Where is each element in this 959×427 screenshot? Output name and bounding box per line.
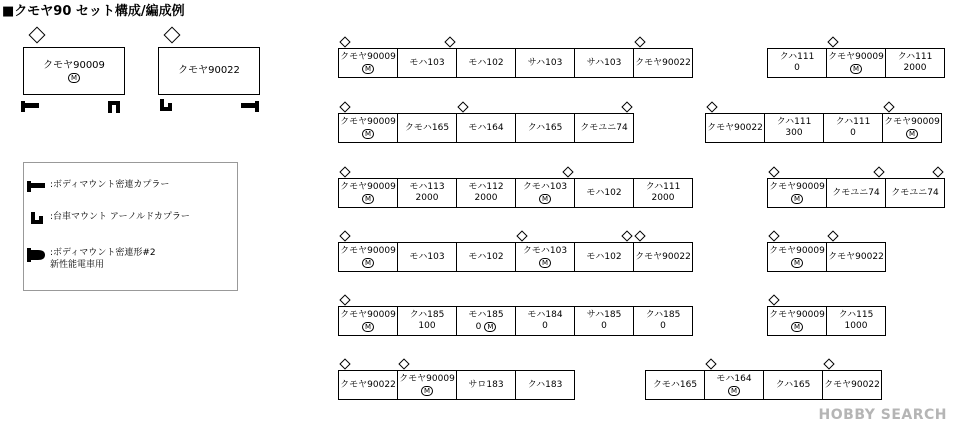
diamond-marker-icon	[516, 230, 527, 241]
train-car	[397, 113, 457, 143]
car-name: クモヤ90009	[769, 181, 825, 192]
diamond-marker-icon	[339, 358, 350, 369]
diamond-marker-icon	[932, 166, 943, 177]
car-name: モハ113	[409, 182, 445, 192]
car-subline	[418, 321, 435, 332]
motor-badge: M	[362, 64, 374, 74]
car-name: クモヤ90022	[828, 251, 884, 262]
car-number: 2000	[903, 63, 927, 73]
formation-6	[338, 370, 575, 400]
car-subline	[542, 321, 548, 332]
truck-mount-coupler-icon	[106, 98, 122, 114]
train-car	[456, 113, 516, 143]
train-car	[633, 306, 693, 336]
car-name: サハ103	[527, 57, 563, 68]
car-name: クモヤ90009	[769, 309, 825, 320]
car-subline	[794, 63, 800, 74]
formation-1	[338, 48, 693, 78]
car-subline	[660, 321, 666, 332]
car-name: クハ165	[527, 122, 563, 133]
motor-badge: M	[362, 129, 374, 139]
car-name: モハ102	[468, 57, 504, 68]
car-number: 0	[794, 63, 800, 73]
motor-badge: M	[539, 258, 551, 268]
legend-sublabel: 新性能電車用	[50, 260, 105, 270]
train-car	[574, 306, 634, 336]
diamond-marker-icon	[339, 230, 350, 241]
train-car	[763, 370, 823, 400]
car-name: クモユニ74	[891, 187, 939, 198]
formation-3	[338, 178, 693, 208]
diamond-marker-icon	[634, 36, 645, 47]
train-car	[633, 242, 693, 272]
train-car	[515, 370, 575, 400]
formation-4	[338, 242, 693, 272]
car-name: クモヤ90022	[824, 379, 880, 390]
diamond-marker-icon	[706, 101, 717, 112]
motor-badge: M	[362, 194, 374, 204]
train-car	[456, 48, 516, 78]
train-car	[397, 48, 457, 78]
formation-8	[705, 113, 942, 143]
motor-badge: M	[791, 194, 803, 204]
car-subline	[850, 63, 862, 75]
train-car	[515, 113, 575, 143]
car-subline	[785, 128, 802, 139]
car-name: クハ111	[779, 52, 815, 62]
car-name: クハ185	[409, 310, 445, 320]
diamond-marker-icon	[621, 101, 632, 112]
train-car	[397, 370, 457, 400]
diamond-marker-icon	[339, 166, 350, 177]
legend-label: :台車マウント アーノルドカプラー	[50, 212, 190, 222]
car-subline	[728, 385, 740, 397]
train-car	[456, 242, 516, 272]
car-subline	[362, 257, 374, 269]
diamond-marker-icon	[768, 166, 779, 177]
formation-10	[767, 242, 886, 272]
train-car	[574, 242, 634, 272]
train-car	[767, 306, 827, 336]
car-subline	[539, 193, 551, 205]
motor-badge: M	[539, 194, 551, 204]
diamond-marker-icon	[398, 358, 409, 369]
car-name: クハ115	[838, 310, 874, 320]
train-car	[338, 178, 398, 208]
legend-item	[24, 247, 156, 271]
train-car	[574, 48, 634, 78]
diamond-marker-icon	[873, 166, 884, 177]
car-name: モハ164	[716, 373, 752, 384]
diamond-marker-icon	[621, 230, 632, 241]
car-name: モハ102	[586, 251, 622, 262]
train-car	[826, 178, 886, 208]
train-car	[456, 306, 516, 336]
train-car	[338, 113, 398, 143]
body-mount-coupler-icon	[24, 179, 50, 193]
car-name: クモハ165	[404, 122, 450, 133]
car-subline	[906, 128, 918, 140]
train-car	[767, 48, 827, 78]
train-car	[826, 242, 886, 272]
train-car	[633, 48, 693, 78]
train-car	[397, 306, 457, 336]
diamond-marker-icon	[768, 230, 779, 241]
legend-label: :ボディマウント密連カプラー	[50, 180, 170, 190]
car-name: モハ185	[468, 309, 504, 320]
car-name: クモヤ90009	[340, 116, 396, 127]
car-name: クモヤ90022	[635, 251, 691, 262]
big-car-name: クモヤ90009	[43, 59, 105, 71]
motor-badge: M	[362, 322, 374, 332]
car-subline	[845, 321, 868, 332]
car-number: 0	[850, 128, 856, 138]
car-name: クモヤ90009	[769, 245, 825, 256]
car-name: クモユニ74	[580, 122, 628, 133]
car-name: クハ183	[527, 379, 563, 390]
car-name: クモハ103	[522, 245, 568, 256]
car-name: モハ164	[468, 122, 504, 133]
train-car	[338, 242, 398, 272]
motor-badge: M	[421, 386, 433, 396]
car-name: クモハ103	[522, 181, 568, 192]
formation-7	[767, 48, 945, 78]
formation-5	[338, 306, 693, 336]
train-car	[764, 113, 824, 143]
car-subline	[416, 193, 439, 204]
car-name: クモヤ90009	[399, 373, 455, 384]
motor-badge: M	[850, 64, 862, 74]
car-name: クモユニ74	[832, 187, 880, 198]
big-car-name: クモヤ90022	[178, 65, 240, 76]
body-mount-coupler-icon	[20, 99, 42, 113]
car-number: 100	[418, 321, 436, 331]
motor-badge: M	[791, 322, 803, 332]
car-number: 300	[785, 128, 803, 138]
car-subline	[476, 321, 497, 333]
car-subline	[539, 257, 551, 269]
diamond-marker-icon	[339, 294, 350, 305]
truck-mount-coupler-icon	[24, 211, 50, 227]
car-number: 0	[601, 321, 607, 331]
car-subline	[791, 193, 803, 205]
car-number: 0	[542, 321, 548, 331]
big-car-90009	[23, 47, 125, 95]
diamond-marker-icon	[164, 27, 181, 44]
car-subline	[475, 193, 498, 204]
diamond-marker-icon	[339, 101, 350, 112]
train-car	[826, 48, 886, 78]
diamond-marker-icon	[827, 36, 838, 47]
car-number: 2000	[415, 193, 439, 203]
car-subline	[601, 321, 607, 332]
car-name: モハ112	[468, 182, 504, 192]
car-subline	[791, 321, 803, 333]
motor-badge: M	[791, 258, 803, 268]
legend-item	[24, 179, 169, 193]
car-name: モハ184	[527, 310, 563, 320]
watermark: HOBBY SEARCH	[818, 407, 947, 423]
legend-item	[24, 211, 190, 227]
car-subline	[791, 257, 803, 269]
diamond-marker-icon	[634, 230, 645, 241]
train-car	[338, 370, 398, 400]
train-car	[456, 178, 516, 208]
car-name: サロ183	[468, 379, 504, 390]
car-name: クモヤ90022	[635, 57, 691, 68]
car-name: クハ111	[897, 52, 933, 62]
train-car	[397, 242, 457, 272]
train-car	[515, 306, 575, 336]
diamond-marker-icon	[823, 358, 834, 369]
train-car	[767, 178, 827, 208]
train-car	[885, 178, 945, 208]
train-car	[633, 178, 693, 208]
motor-badge: M	[484, 322, 496, 332]
formation-2	[338, 113, 634, 143]
train-car	[645, 370, 705, 400]
car-name: クモヤ90022	[340, 379, 396, 390]
formation-12	[645, 370, 882, 400]
car-name: クモヤ90009	[828, 51, 884, 62]
train-car	[338, 48, 398, 78]
page-title: ■クモヤ90 セット構成/編成例	[2, 4, 185, 19]
body-mount-coupler-icon	[238, 99, 260, 113]
car-subline	[850, 128, 856, 139]
car-name: クハ111	[645, 182, 681, 192]
car-name: クモヤ90009	[340, 51, 396, 62]
train-car	[515, 48, 575, 78]
motor-badge: M	[68, 73, 80, 83]
car-number: 2000	[651, 193, 675, 203]
diamond-marker-icon	[768, 294, 779, 305]
diamond-marker-icon	[444, 36, 455, 47]
train-car	[515, 178, 575, 208]
car-name: モハ102	[586, 187, 622, 198]
diamond-marker-icon	[883, 101, 894, 112]
car-name: クハ165	[775, 379, 811, 390]
motor-badge: M	[728, 386, 740, 396]
car-subline	[421, 385, 433, 397]
car-name: サハ185	[586, 310, 622, 320]
truck-mount-coupler-icon	[158, 98, 174, 114]
train-car	[822, 370, 882, 400]
car-name: クモヤ90009	[340, 245, 396, 256]
car-number: 0	[660, 321, 666, 331]
car-name: クハ185	[645, 310, 681, 320]
car-number: 1000	[844, 321, 868, 331]
car-subline	[362, 63, 374, 75]
car-name: クハ111	[835, 117, 871, 127]
body-mount-coupler-2-icon	[24, 247, 50, 263]
motor-badge: M	[906, 129, 918, 139]
big-car-90022	[158, 47, 260, 95]
car-number: 2000	[474, 193, 498, 203]
car-name: クモヤ90009	[340, 181, 396, 192]
legend-label: :ボディマウント密連形#2	[50, 248, 156, 258]
car-number: 0	[475, 321, 482, 332]
car-name: モハ102	[468, 251, 504, 262]
car-subline	[904, 63, 927, 74]
diamond-marker-icon	[29, 27, 46, 44]
train-car	[882, 113, 942, 143]
train-car	[456, 370, 516, 400]
train-car	[826, 306, 886, 336]
car-name: クモヤ90022	[707, 122, 763, 133]
train-car	[885, 48, 945, 78]
car-subline	[652, 193, 675, 204]
formation-9	[767, 178, 945, 208]
train-car	[574, 178, 634, 208]
car-name: サハ103	[586, 57, 622, 68]
legend-box	[23, 162, 238, 291]
car-name: クモハ165	[652, 379, 698, 390]
train-car	[704, 370, 764, 400]
train-car	[515, 242, 575, 272]
car-subline	[362, 321, 374, 333]
train-car	[767, 242, 827, 272]
train-car	[338, 306, 398, 336]
motor-badge: M	[362, 258, 374, 268]
diamond-marker-icon	[339, 36, 350, 47]
train-car	[574, 113, 634, 143]
formation-11	[767, 306, 886, 336]
train-car	[397, 178, 457, 208]
car-name: クモヤ90009	[340, 309, 396, 320]
car-name: クモヤ90009	[884, 116, 940, 127]
car-subline	[362, 128, 374, 140]
train-car	[705, 113, 765, 143]
car-name: モハ103	[409, 251, 445, 262]
train-car	[823, 113, 883, 143]
diamond-marker-icon	[457, 101, 468, 112]
car-name: クハ111	[776, 117, 812, 127]
car-subline	[362, 193, 374, 205]
diamond-marker-icon	[705, 358, 716, 369]
car-name: モハ103	[409, 57, 445, 68]
diamond-marker-icon	[827, 230, 838, 241]
diamond-marker-icon	[562, 166, 573, 177]
